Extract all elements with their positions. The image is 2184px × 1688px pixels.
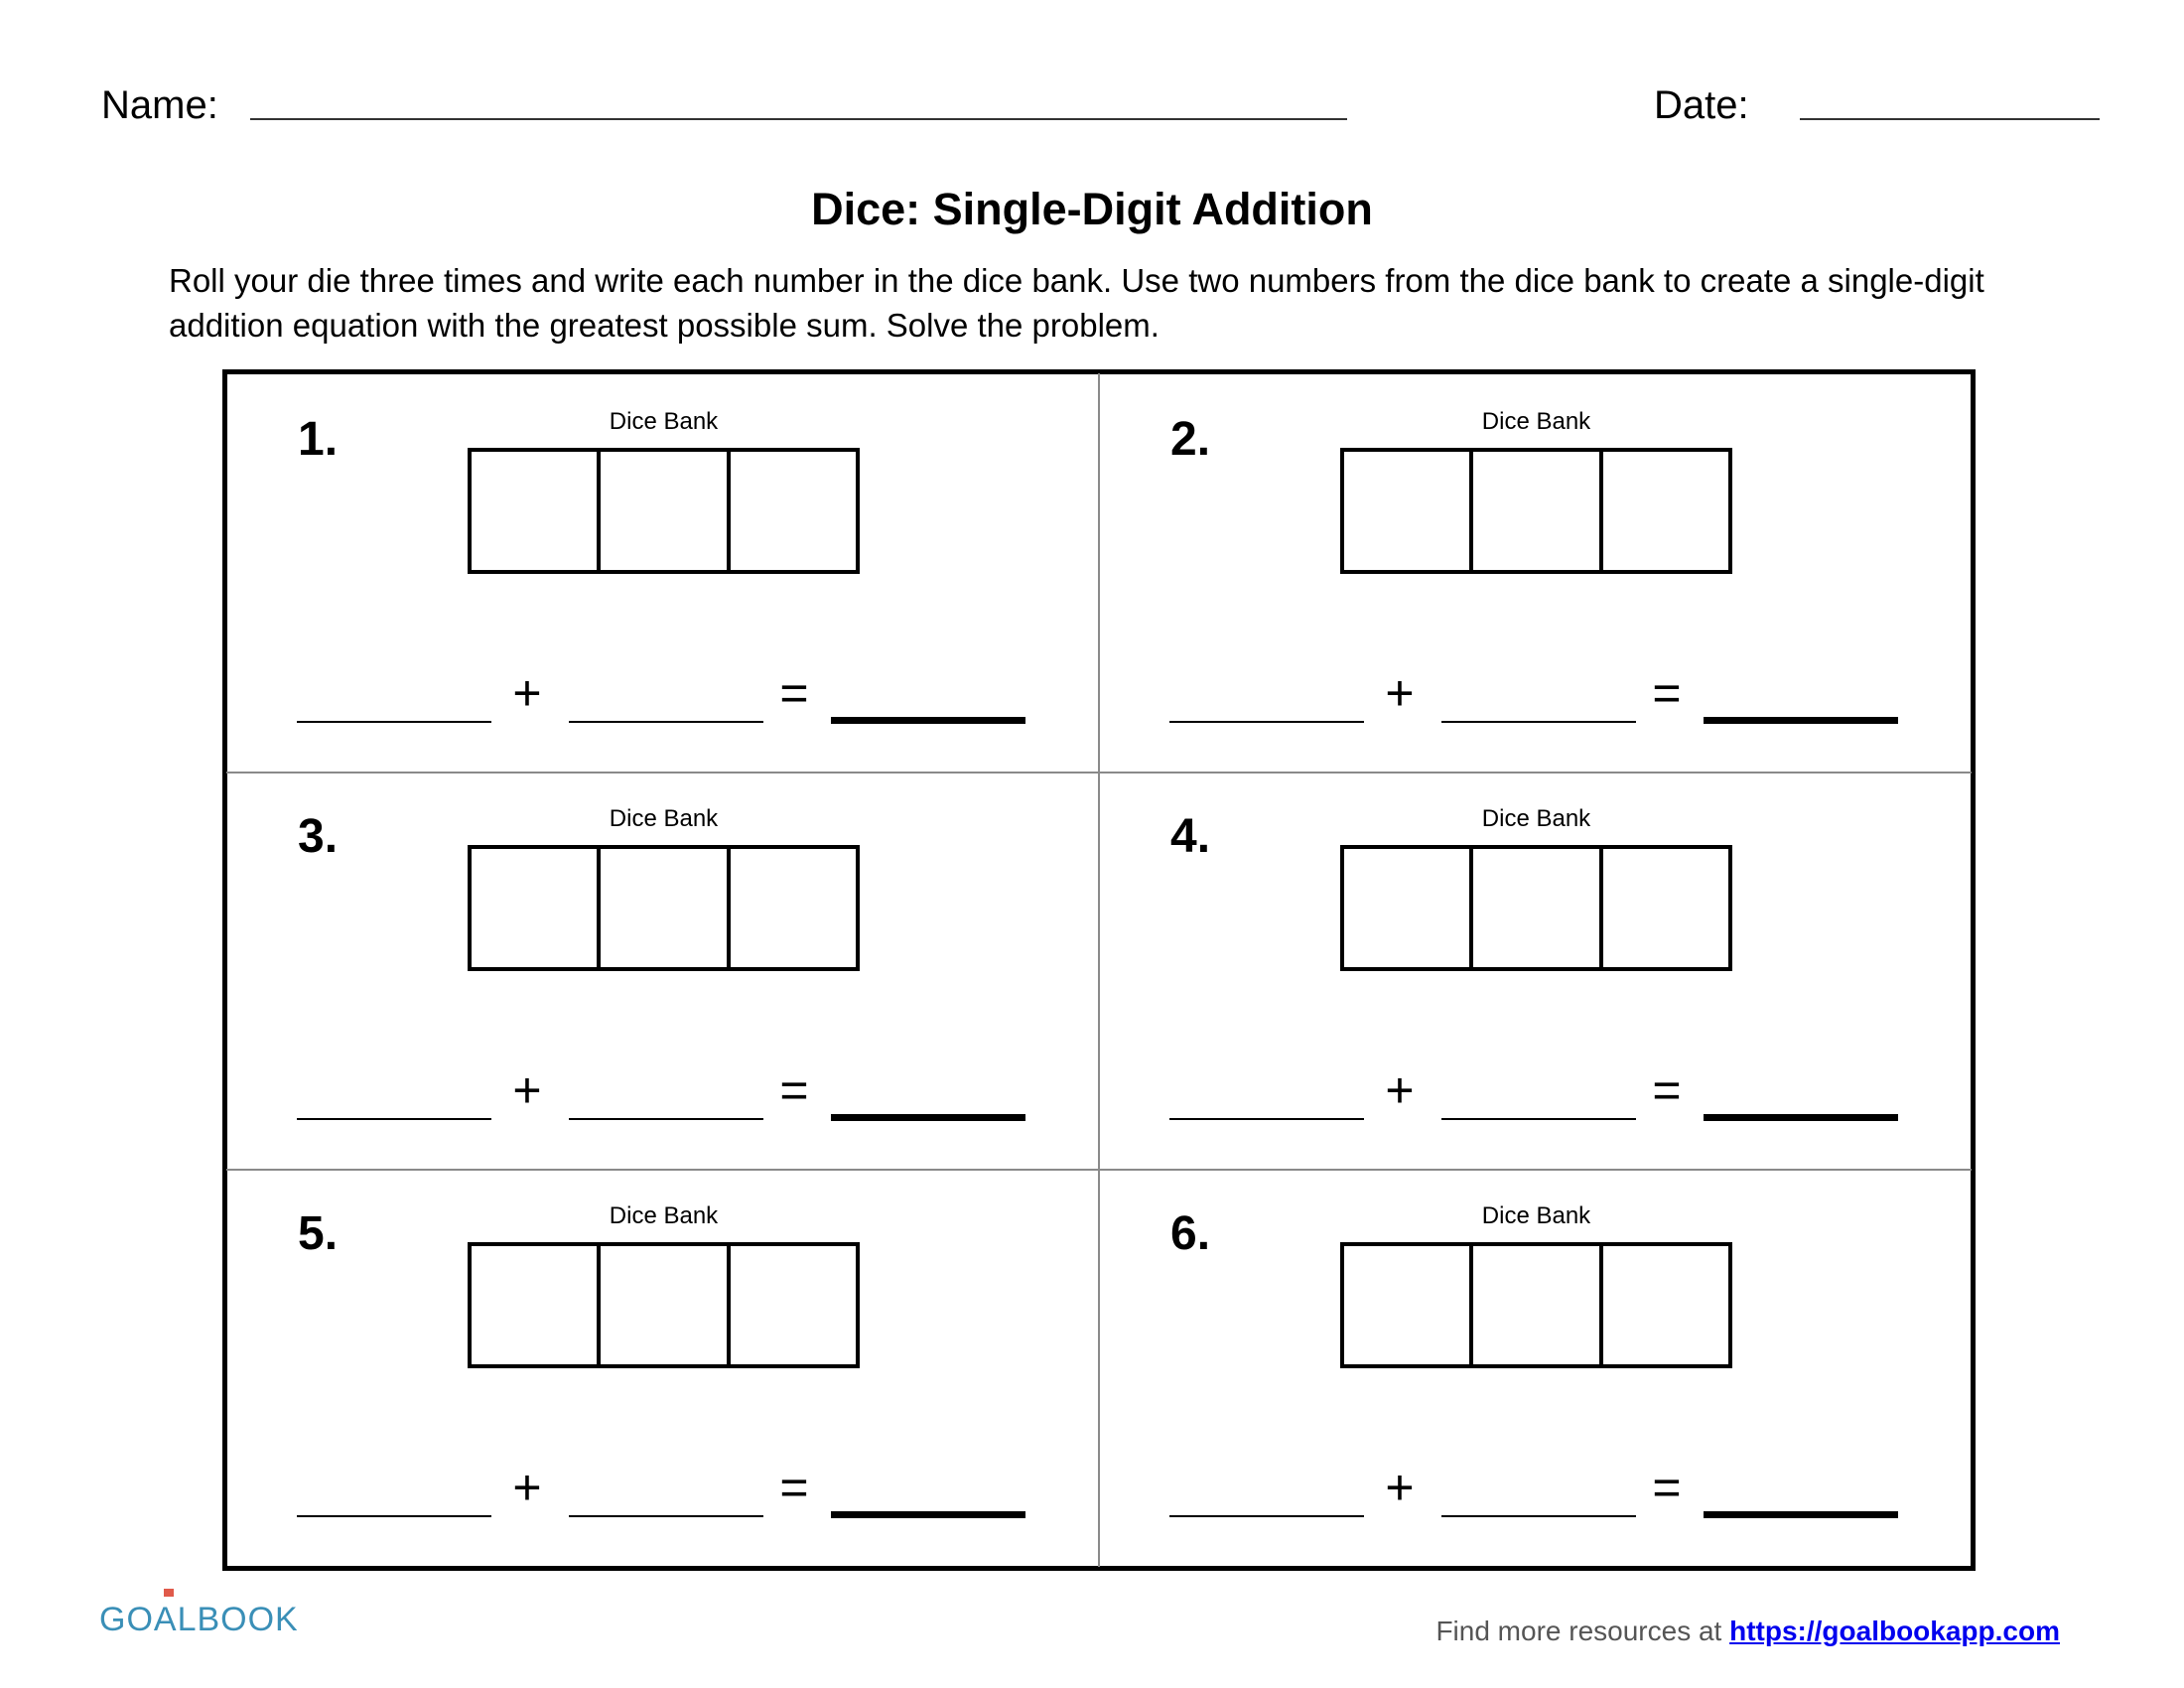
problem-number: 2.	[1170, 413, 1211, 466]
addend-1-blank[interactable]	[1169, 1515, 1364, 1517]
goalbook-logo: GOALBOOK	[99, 1601, 299, 1638]
sum-blank[interactable]	[831, 1511, 1025, 1518]
problem-cell-1	[227, 374, 1101, 772]
problem-cell-2	[1100, 374, 1974, 772]
problem-cell-6	[1100, 1169, 1974, 1566]
flag-icon	[164, 1589, 174, 1597]
equals-sign: =	[779, 1460, 809, 1515]
sum-blank[interactable]	[1704, 1114, 1898, 1121]
addend-2-blank[interactable]	[569, 1515, 763, 1517]
dice-bank-box[interactable]	[731, 849, 856, 967]
addend-2-blank[interactable]	[1441, 1515, 1636, 1517]
plus-sign: +	[512, 1460, 542, 1515]
sum-blank[interactable]	[831, 717, 1025, 724]
dice-bank-box[interactable]	[1344, 1246, 1473, 1364]
problem-number: 6.	[1170, 1207, 1211, 1260]
dice-bank-box[interactable]	[601, 452, 730, 570]
dice-bank	[468, 845, 860, 971]
problem-number: 4.	[1170, 810, 1211, 863]
dice-bank-label: Dice Bank	[1481, 805, 1591, 832]
dice-bank-box[interactable]	[472, 452, 601, 570]
problem-cell-4	[1100, 772, 1974, 1169]
problem-cell-5	[227, 1169, 1101, 1566]
addend-2-blank[interactable]	[569, 721, 763, 723]
dice-bank-box[interactable]	[472, 849, 601, 967]
plus-sign: +	[1385, 1062, 1415, 1118]
plus-sign: +	[1385, 1460, 1415, 1515]
problem-number: 1.	[298, 413, 339, 466]
goalbook-link[interactable]: https://goalbookapp.com	[1729, 1616, 2060, 1646]
equals-sign: =	[779, 665, 809, 721]
plus-sign: +	[512, 665, 542, 721]
addend-2-blank[interactable]	[569, 1118, 763, 1120]
problem-number: 3.	[298, 810, 339, 863]
dice-bank-box[interactable]	[1344, 452, 1473, 570]
sum-blank[interactable]	[1704, 1511, 1898, 1518]
dice-bank-label: Dice Bank	[609, 1202, 719, 1229]
date-field[interactable]	[1800, 118, 2100, 120]
dice-bank-label: Dice Bank	[1481, 408, 1591, 435]
sum-blank[interactable]	[831, 1114, 1025, 1121]
name-field[interactable]	[250, 118, 1347, 120]
dice-bank	[468, 1242, 860, 1368]
dice-bank	[1340, 1242, 1732, 1368]
worksheet-title: Dice: Single-Digit Addition	[811, 184, 1373, 234]
addend-2-blank[interactable]	[1441, 721, 1636, 723]
dice-bank-label: Dice Bank	[1481, 1202, 1591, 1229]
addend-1-blank[interactable]	[1169, 721, 1364, 723]
dice-bank-box[interactable]	[1603, 1246, 1728, 1364]
dice-bank-box[interactable]	[1603, 452, 1728, 570]
footer-text: Find more resources at	[1435, 1616, 1722, 1646]
instructions: Roll your die three times and write each number in the dice bank. Use two numbers from the dice bank to create a single-digit addition equation with the greatest possible sum. Solve the problem.	[169, 262, 1984, 344]
addend-1-blank[interactable]	[297, 1515, 491, 1517]
date-label: Date:	[1654, 83, 1749, 127]
sum-blank[interactable]	[1704, 717, 1898, 724]
dice-bank-box[interactable]	[1473, 849, 1602, 967]
dice-bank-label: Dice Bank	[609, 408, 719, 435]
dice-bank-box[interactable]	[1473, 1246, 1602, 1364]
dice-bank	[1340, 448, 1732, 574]
plus-sign: +	[1385, 665, 1415, 721]
dice-bank-box[interactable]	[1603, 849, 1728, 967]
equals-sign: =	[1652, 1460, 1682, 1515]
dice-bank	[468, 448, 860, 574]
dice-bank-box[interactable]	[731, 452, 856, 570]
problem-number: 5.	[298, 1207, 339, 1260]
dice-bank-box[interactable]	[601, 1246, 730, 1364]
addend-1-blank[interactable]	[297, 1118, 491, 1120]
dice-bank-box[interactable]	[472, 1246, 601, 1364]
equals-sign: =	[1652, 665, 1682, 721]
dice-bank-box[interactable]	[731, 1246, 856, 1364]
name-label: Name:	[101, 83, 218, 127]
problem-cell-3	[227, 772, 1101, 1169]
dice-bank-label: Dice Bank	[609, 805, 719, 832]
equals-sign: =	[779, 1062, 809, 1118]
addend-1-blank[interactable]	[297, 721, 491, 723]
addend-1-blank[interactable]	[1169, 1118, 1364, 1120]
addend-2-blank[interactable]	[1441, 1118, 1636, 1120]
plus-sign: +	[512, 1062, 542, 1118]
dice-bank	[1340, 845, 1732, 971]
dice-bank-box[interactable]	[601, 849, 730, 967]
dice-bank-box[interactable]	[1344, 849, 1473, 967]
footer-resources	[1435, 1616, 2060, 1647]
dice-bank-box[interactable]	[1473, 452, 1602, 570]
equals-sign: =	[1652, 1062, 1682, 1118]
